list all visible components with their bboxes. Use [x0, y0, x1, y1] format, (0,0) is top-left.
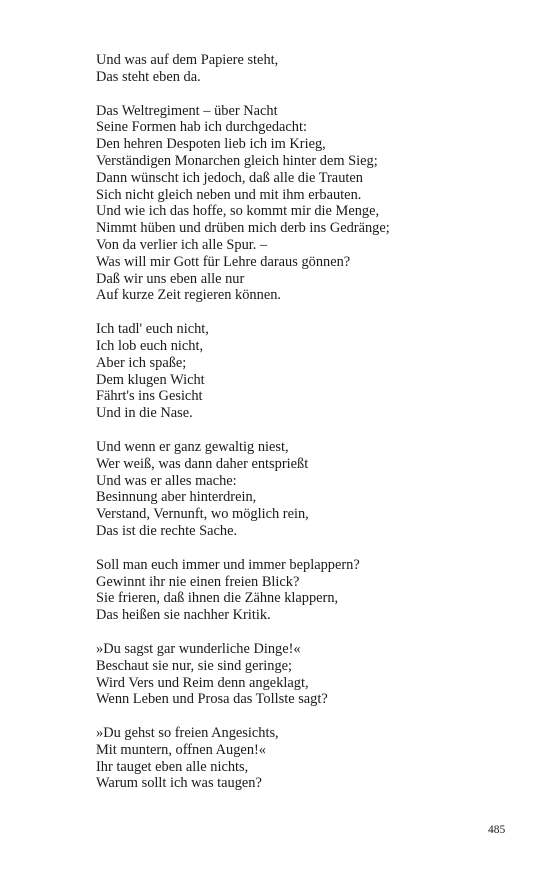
- poem-line: Und in die Nase.: [96, 405, 193, 422]
- poem-line: Was will mir Gott für Lehre daraus gönnen?: [96, 253, 351, 270]
- poem-line: Von da verlier ich alle Spur. –: [96, 236, 268, 253]
- stanza-5: [96, 557, 516, 624]
- poem-line: Und was er alles mache:: [96, 472, 237, 489]
- stanza-3: [96, 321, 516, 422]
- poem-line: »Du gehst so freien Angesichts,: [96, 725, 279, 742]
- page-number: 485: [488, 824, 506, 836]
- poem-line: Seine Formen hab ich durchgedacht:: [96, 119, 307, 136]
- poem-line: Auf kurze Zeit regieren können.: [96, 287, 281, 304]
- poem-line: Das heißen sie nachher Kritik.: [96, 607, 271, 624]
- poem-line: Verständigen Monarchen gleich hinter dem Sieg;: [96, 152, 378, 169]
- poem-line: Verstand, Vernunft, wo möglich rein,: [96, 506, 309, 523]
- poem-line: Den hehren Despoten lieb ich im Krieg,: [96, 136, 326, 153]
- poem-line: Daß wir uns eben alle nur: [96, 270, 245, 287]
- poem-line: Gewinnt ihr nie einen freien Blick?: [96, 573, 300, 590]
- poem-line: Sich nicht gleich neben und mit ihm erbauten.: [96, 186, 362, 203]
- poem-body: [96, 52, 516, 809]
- poem-line: Dem klugen Wicht: [96, 371, 205, 388]
- poem-line: Wird Vers und Reim denn angeklagt,: [96, 674, 309, 691]
- poem-line: Das Weltregiment – über Nacht: [96, 102, 278, 119]
- poem-line: Sie frieren, daß ihnen die Zähne klappern,: [96, 590, 339, 607]
- poem-line: Fährt's ins Gesicht: [96, 388, 203, 405]
- poem-line: Soll man euch immer und immer beplappern?: [96, 556, 360, 573]
- poem-line: Und wenn er ganz gewaltig niest,: [96, 438, 289, 455]
- poem-line: Wenn Leben und Prosa das Tollste sagt?: [96, 691, 328, 708]
- poem-line: Und wie ich das hoffe, so kommt mir die Menge,: [96, 203, 380, 220]
- poem-line: Und was auf dem Papiere steht,: [96, 52, 279, 68]
- poem-line: Mit muntern, offnen Augen!«: [96, 741, 266, 758]
- poem-line: Ihr tauget eben alle nichts,: [96, 758, 249, 775]
- poem-line: Beschaut sie nur, sie sind geringe;: [96, 657, 293, 674]
- poem-line: Dann wünscht ich jedoch, daß alle die Trauten: [96, 169, 363, 186]
- stanza-1: [96, 52, 516, 86]
- stanza-6: [96, 641, 516, 708]
- stanza-4: [96, 439, 516, 540]
- poem-line: Wer weiß, was dann daher entsprießt: [96, 455, 309, 472]
- poem-line: Das steht eben da.: [96, 68, 201, 85]
- poem-line: Warum sollt ich was taugen?: [96, 775, 262, 792]
- poem-line: Ich tadl' euch nicht,: [96, 321, 209, 338]
- poem-line: Aber ich spaße;: [96, 354, 187, 371]
- stanza-7: [96, 725, 516, 792]
- poem-line: Ich lob euch nicht,: [96, 337, 204, 354]
- poem-line: Das ist die rechte Sache.: [96, 522, 238, 539]
- poem-line: Nimmt hüben und drüben mich derb ins Gedränge;: [96, 220, 390, 237]
- stanza-2: [96, 103, 516, 305]
- poem-line: Besinnung aber hinterdrein,: [96, 489, 257, 506]
- poem-line: »Du sagst gar wunderliche Dinge!«: [96, 640, 301, 657]
